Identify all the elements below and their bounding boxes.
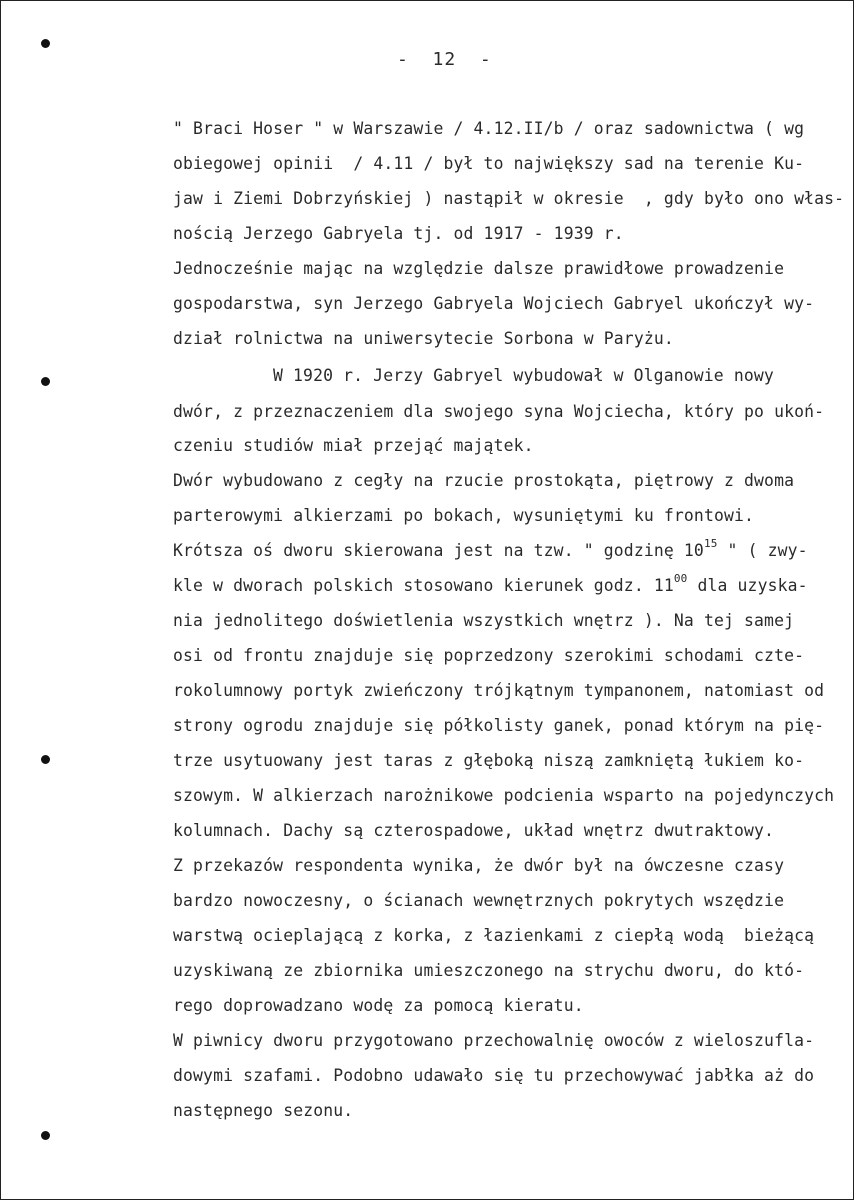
text-line: osi od frontu znajduje się poprzedzony szerokimi schodami czte- (173, 646, 805, 665)
punch-hole-mark (41, 755, 50, 764)
superscript: 15 (703, 537, 718, 550)
text-line: jaw i Ziemi Dobrzyńskiej ) nastąpił w okresie , gdy było ono włas- (173, 189, 845, 208)
superscript: 00 (673, 572, 688, 585)
punch-hole-mark (41, 1131, 50, 1140)
text-line: Dwór wybudowano z cegły na rzucie prostokąta, piętrowy z dwoma (173, 471, 795, 490)
text-line: strony ogrodu znajduje się półkolisty ganek, ponad którym na pię- (173, 716, 825, 735)
text-line: parterowymi alkierzami po bokach, wysuniętymi ku frontowi. (173, 506, 755, 525)
text-line: rego doprowadzano wodę za pomocą kieratu. (173, 996, 584, 1015)
text-line: nością Jerzego Gabryela tj. od 1917 - 1939 r. (173, 224, 624, 243)
text-line: W piwnicy dworu przygotowano przechowalnię owoców z wieloszufla- (173, 1031, 815, 1050)
text-line: trze usytuowany jest taras z głęboką niszą zamkniętą łukiem ko- (173, 751, 805, 770)
page-number: - 12 - (397, 49, 492, 70)
text-line: dwór, z przeznaczeniem dla swojego syna Wojciecha, który po ukoń- (173, 402, 825, 421)
text-line: " Braci Hoser " w Warszawie / 4.12.II/b / oraz sadownictwa ( wg (173, 119, 805, 138)
text-line (173, 572, 808, 596)
text-line (173, 537, 808, 561)
punch-hole-mark (41, 39, 50, 48)
text-line: W 1920 r. Jerzy Gabryel wybudował w Olganowie nowy (273, 366, 774, 385)
text-line: następnego sezonu. (173, 1101, 354, 1120)
text-segment: Krótsza oś dworu skierowana jest na tzw. " godzinę 10 (173, 541, 704, 560)
text-line: Z przekazów respondenta wynika, że dwór był na ówczesne czasy (173, 856, 785, 875)
text-segment: kle w dworach polskich stosowano kierunek godz. 11 (173, 576, 674, 595)
text-line: rokolumnowy portyk zwieńczony trójkątnym tympanonem, natomiast od (173, 681, 825, 700)
text-line: czeniu studiów miał przejąć majątek. (173, 436, 534, 455)
text-line: dział rolnictwa na uniwersytecie Sorbona w Paryżu. (173, 329, 674, 348)
text-line: obiegowej opinii / 4.11 / był to największy sad na terenie Ku- (173, 154, 805, 173)
text-line: dowymi szafami. Podobno udawało się tu przechowywać jabłka aż do (173, 1066, 815, 1085)
text-segment: " ( zwy- (717, 541, 808, 560)
text-line: nia jednolitego doświetlenia wszystkich wnętrz ). Na tej samej (173, 611, 795, 630)
text-line: gospodarstwa, syn Jerzego Gabryela Wojciech Gabryel ukończył wy- (173, 294, 815, 313)
text-line: szowym. W alkierzach narożnikowe podcienia wsparto na pojedynczych (173, 786, 835, 805)
text-segment: dla uzyska- (687, 576, 808, 595)
text-line: kolumnach. Dachy są czterospadowe, układ wnętrz dwutraktowy. (173, 821, 775, 840)
text-line: warstwą ocieplającą z korka, z łazienkami z ciepłą wodą bieżącą (173, 926, 815, 945)
text-line: uzyskiwaną ze zbiornika umieszczonego na strychu dworu, do któ- (173, 961, 805, 980)
text-line: bardzo nowoczesny, o ścianach wewnętrznych pokrytych wszędzie (173, 891, 785, 910)
punch-hole-mark (41, 377, 50, 386)
text-line: Jednocześnie mając na względzie dalsze prawidłowe prowadzenie (173, 259, 785, 278)
